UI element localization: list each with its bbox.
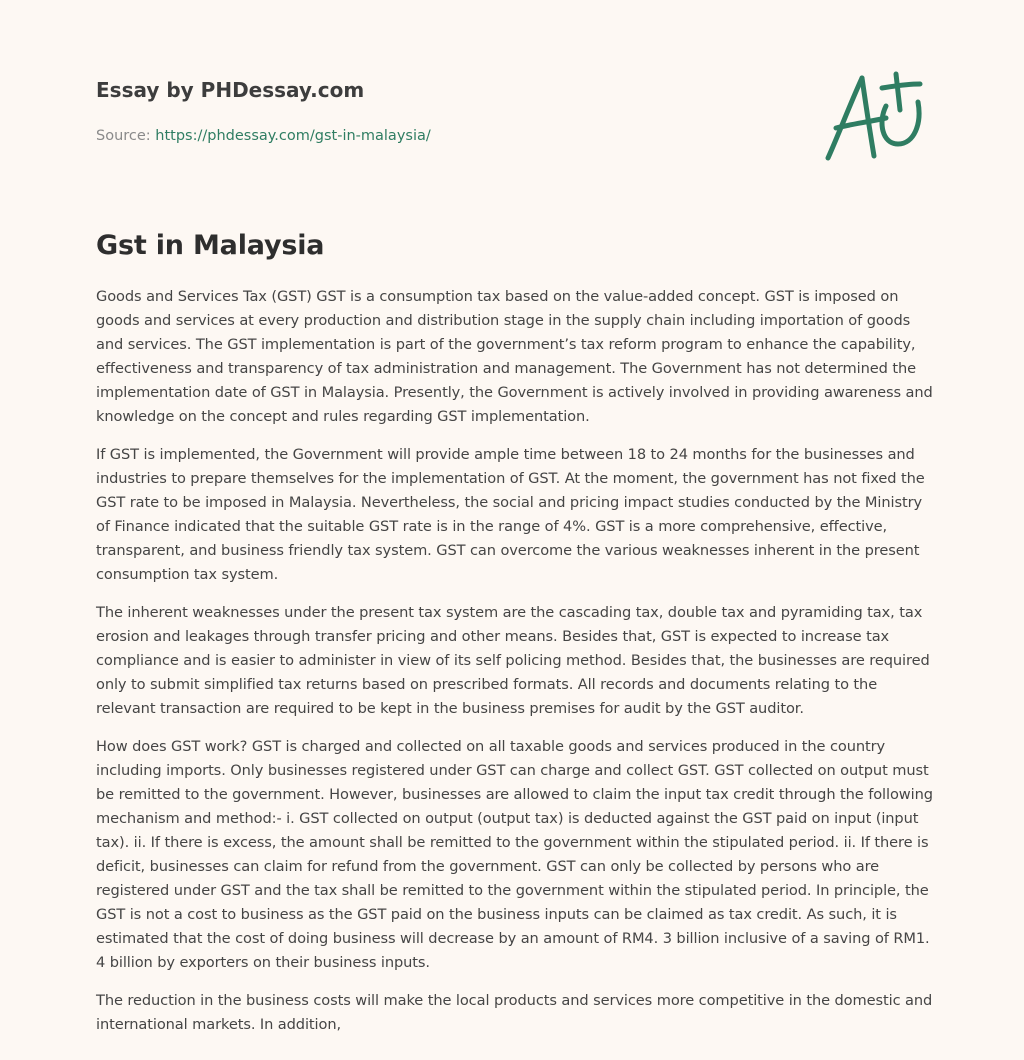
essay-paragraph: The inherent weaknesses under the present tax system are the cascading tax, double tax and pyramiding tax, tax erosion and leakages through transfer pricing and other means. Besides that, GST is expected to increase tax compliance and is easier to administer in view of its self policing method. Besides that, the businesses are required only to submit simplified tax returns based on prescribed formats. All records and documents relating to the relevant transaction are required to be kept in the business premises for audit by the GST auditor. xyxy=(96,604,930,717)
essay-paragraph: If GST is implemented, the Government will provide ample time between 18 to 24 months for the businesses and industries to prepare themselves for the implementation of GST. At the moment, the government has not fixed the GST rate to be imposed in Malaysia. Nevertheless, the social and pricing impact studies conducted by the Ministry of Finance indicated that the suitable GST rate is in the range of 4%. GST is a more comprehensive, effective, transparent, and business friendly tax system. GST can overcome the various weaknesses inherent in the present consumption tax system. xyxy=(96,446,925,583)
essay-paragraph: The reduction in the business costs will make the local products and services more competitive in the domestic and international markets. In addition, xyxy=(96,992,933,1033)
source-link[interactable]: https://phdessay.com/gst-in-malaysia/ xyxy=(155,128,431,144)
essay-body xyxy=(96,285,936,1051)
page-header xyxy=(96,76,796,146)
source-label: Source: xyxy=(96,128,156,144)
essay-paragraph: How does GST work? GST is charged and collected on all taxable goods and services produced in the country including imports. Only businesses registered under GST can charge and collect GST. GST collected on output must be remitted to the government. However, businesses are allowed to claim the input tax credit through the following mechanism and method:- i. GST collected on output (output tax) is deducted against the GST paid on input (input tax). ii. If there is excess, the amount shall be remitted to the government within the stipulated period. ii. If there is deficit, businesses can claim for refund from the government. GST can only be collected by persons who are registered under GST and the tax shall be remitted to the government within the stipulated period. In principle, the GST is not a cost to business as the GST paid on the business inputs can be claimed as tax credit. As such, it is estimated that the cost of doing business will decrease by an amount of RM4. 3 billion inclusive of a saving of RM1. 4 billion by exporters on their business inputs. xyxy=(96,738,933,971)
site-title: Essay by PHDessay.com xyxy=(96,78,365,102)
source-line xyxy=(96,126,796,146)
a-plus-logo-icon xyxy=(820,66,930,166)
essay-title: Gst in Malaysia xyxy=(96,230,325,261)
essay-paragraph: Goods and Services Tax (GST) GST is a consumption tax based on the value-added concept. GST is imposed on goods and services at every production and distribution stage in the supply chain including importation of goods and services. The GST implementation is part of the government’s tax reform program to enhance the capability, effectiveness and transparency of tax administration and management. The Government has not determined the implementation date of GST in Malaysia. Presently, the Government is actively involved in providing awareness and knowledge on the concept and rules regarding GST implementation. xyxy=(96,288,933,425)
